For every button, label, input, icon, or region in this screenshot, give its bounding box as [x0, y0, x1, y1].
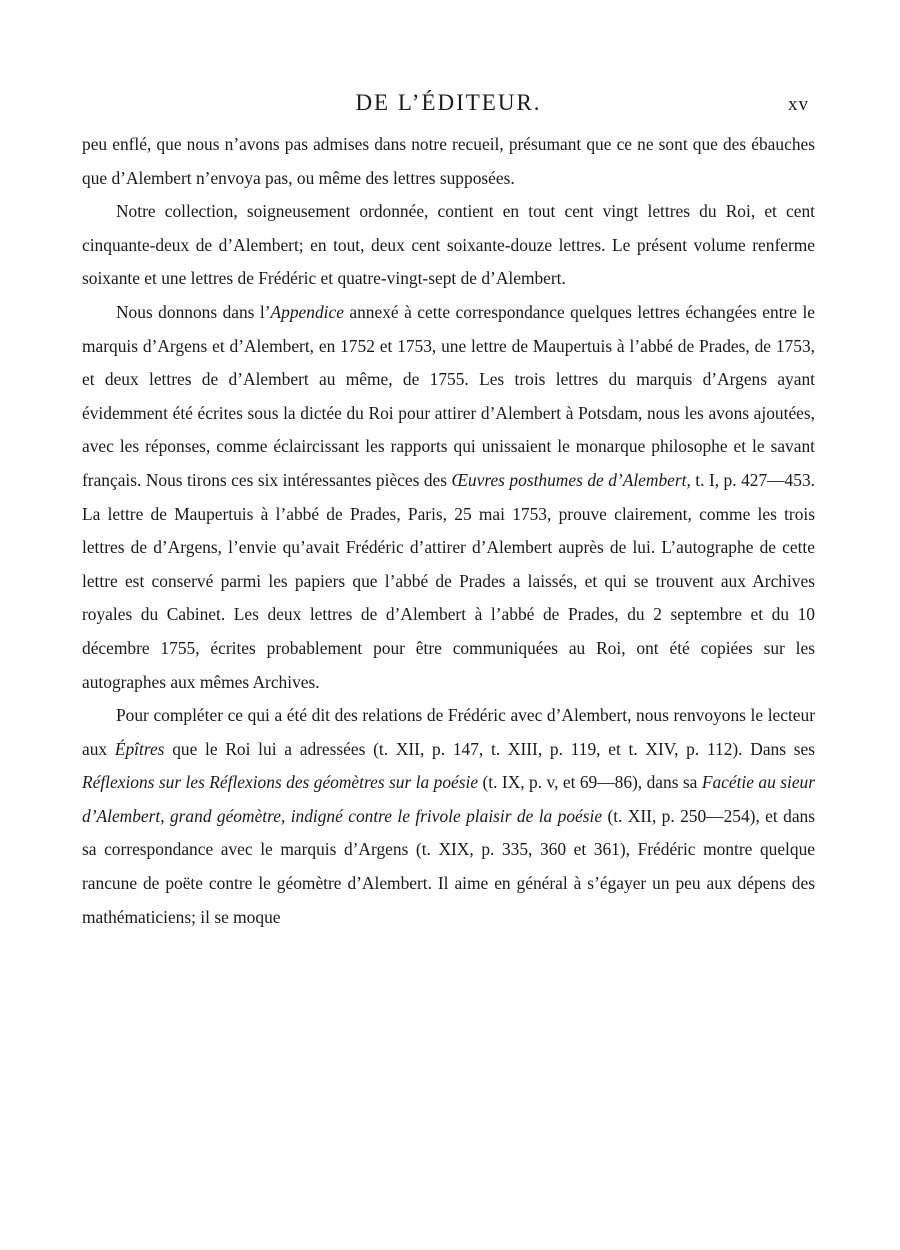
appendice-italic: Appendice [270, 301, 344, 322]
paragraph-3-text-1: Nous donnons dans l’ [116, 301, 271, 322]
page-header [82, 88, 815, 128]
paragraph-3 [82, 296, 815, 699]
reflexions-italic: Réflexions sur les Réflexions des géomètres sur la poésie [82, 772, 479, 793]
paragraph-4-text-2: que le Roi lui a adressées (t. XII, p. 147, t. XIII, p. 119, et t. XIV, p. 112). Dans ses [164, 738, 815, 759]
oeuvres-posthumes-italic: Œuvres posthumes de d’Alembert, [451, 469, 691, 490]
paragraph-4 [82, 699, 815, 934]
body-text [82, 128, 815, 934]
paragraph-2: Notre collection, soigneusement ordonnée, contient en tout cent vingt lettres du Roi, et cent cinquante-deux de d’Alembert; en tout, deux cent soixante-douze lettres. Le présent volume renferme soixante et une lettres de Frédéric et quatre-vingt-sept de d’Alembert. [82, 201, 815, 289]
page [82, 88, 815, 934]
paragraph-1: peu enflé, que nous n’avons pas admises dans notre recueil, présumant que ce ne sont que des ébauches que d’Alembert n’envoya pas, ou même des lettres supposées. [82, 134, 815, 188]
paragraph-4-text-1: Pour compléter ce qui a été dit des relations de Frédéric avec d’Alembert, nous renvoyons le lecteur aux [82, 705, 815, 759]
facetie-italic: Facétie au sieur d’Alembert, grand géomètre, indigné contre le frivole plaisir de la poésie [82, 772, 816, 826]
page-number: xv [788, 94, 809, 115]
paragraph-4-text-3: (t. IX, p. v, et 69—86), dans sa [478, 772, 702, 793]
paragraph-4-text-4: (t. XII, p. 250—254), et dans sa correspondance avec le marquis d’Argens (t. XIX, p. 335, 360 et 361), Frédéric montre quelque rancune de poëte contre le géomètre d’Alembert. Il aime en général à s’égayer un peu aux dépens des mathématiciens; il se moque [82, 805, 815, 927]
epitres-italic: Épîtres [114, 738, 165, 759]
running-title: DE L’ÉDITEUR. [355, 90, 542, 115]
paragraph-3-text-2: annexé à cette correspondance quelques lettres échangées entre le marquis d’Argens et d’Alembert, en 1752 et 1753, une lettre de Maupertuis à l’abbé de Prades, de 1753, et deux lettres de d’Alembert au même, de 1755. Les trois lettres du marquis d’Argens ayant évidemment été écrites sous la dictée du Roi pour attirer d’Alembert à Potsdam, nous les avons ajoutées, avec les réponses, comme éclaircissant les rapports qui unissaient le monarque philosophe et le savant français. Nous tirons ces six intéressantes pièces des [82, 301, 815, 490]
paragraph-3-text-3: t. I, p. 427—453. La lettre de Maupertuis à l’abbé de Prades, Paris, 25 mai 1753, prouve clairement, comme les trois lettres de d’Argens, l’envie qu’avait Frédéric d’attirer d’Alembert auprès de lui. L’autographe de cette lettre est conservé parmi les papiers que l’abbé de Prades a laissés, et qui se trouvent aux Archives royales du Cabinet. Les deux lettres de d’Alembert à l’abbé de Prades, du 2 septembre et du 10 décembre 1755, écrites probablement pour être communiquées au Roi, ont été copiées sur les autographes aux mêmes Archives. [82, 469, 815, 692]
